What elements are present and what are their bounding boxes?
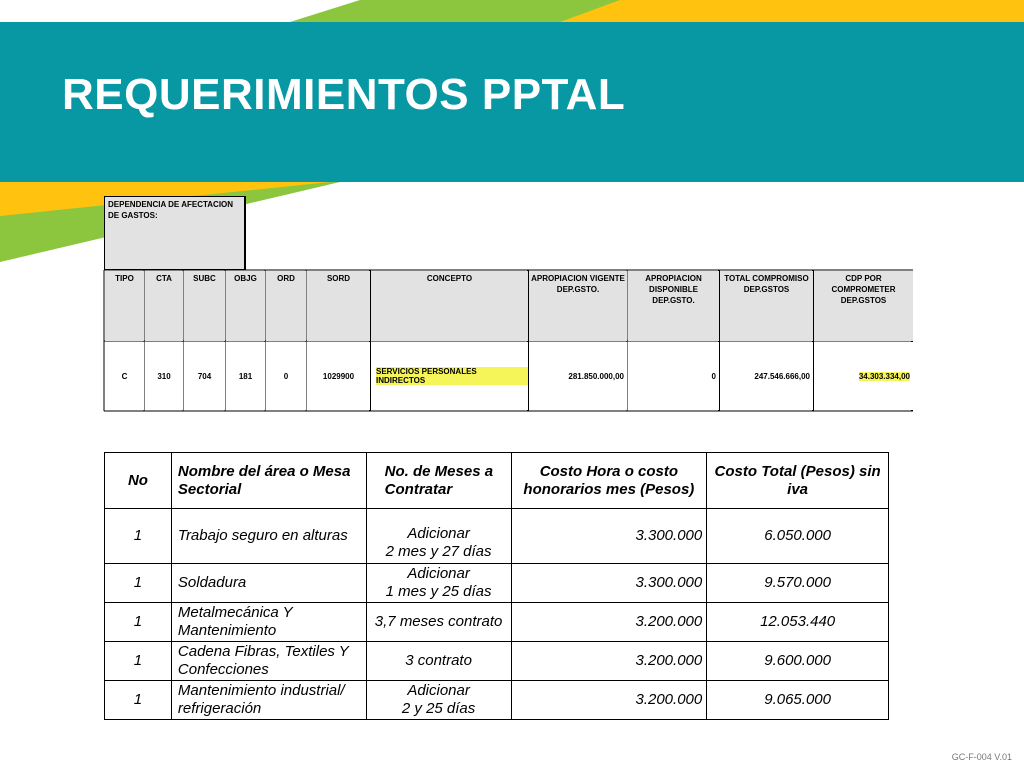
cell-months: Adicionar 2 mes y 27 días [366,509,511,564]
budget-cell-subc [184,342,225,410]
budget-header-cdp-por-comprometer: CDP POR COMPROMETER DEP.GSTOS [814,271,913,341]
cell-months: 3 contrato [366,642,511,681]
table-row [105,681,889,720]
page-title: REQUERIMIENTOS PPTAL [62,70,626,119]
cell-hourly: 3.300.000 [511,509,707,564]
table-row [105,564,889,603]
budget-cell-ord [266,342,306,410]
budget-value: 281.850.000,00 [568,371,624,381]
budget-header-tipo: TIPO [105,271,144,341]
budget-cell-apropiacion-disponible [628,342,719,410]
dependencia-label: DEPENDENCIA DE AFECTACION DE GASTOS: [104,196,246,270]
header-total: Costo Total (Pesos) sin iva [707,453,889,509]
budget-value: 181 [238,371,253,381]
budget-value: 0 [283,371,289,381]
budget-cell-cdp-por-comprometer [814,342,913,410]
cell-name: Cadena Fibras, Textiles Y Confecciones [171,642,366,681]
cell-no: 1 [105,642,172,681]
budget-header-sord: SORD [307,271,370,341]
requirements-table [104,452,889,720]
header-name: Nombre del área o Mesa Sectorial [171,453,366,509]
budget-header-apropiacion-vigente: APROPIACION VIGENTE DEP.GSTO. [529,271,627,341]
cell-total: 9.570.000 [707,564,889,603]
cell-name: Metalmecánica Y Mantenimiento [171,603,366,642]
footer-code: GC-F-004 V.01 [951,752,1012,762]
cell-hourly: 3.200.000 [511,642,707,681]
cell-months: 3,7 meses contrato [366,603,511,642]
header-months: No. de Meses a Contratar [366,453,511,509]
cell-no: 1 [105,564,172,603]
cell-hourly: 3.300.000 [511,564,707,603]
cell-total: 9.065.000 [707,681,889,720]
cell-no: 1 [105,681,172,720]
cell-total: 9.600.000 [707,642,889,681]
budget-value: SERVICIOS PERSONALES INDIRECTOS [376,367,528,385]
budget-cell-concepto [371,342,528,410]
cell-total: 12.053.440 [707,603,889,642]
budget-header-subc: SUBC [184,271,225,341]
budget-header-ord: ORD [266,271,306,341]
cell-hourly: 3.200.000 [511,681,707,720]
cell-name: Trabajo seguro en alturas [171,509,366,564]
budget-value: 34.303.334,00 [858,371,910,381]
table-row [105,603,889,642]
budget-header-cta: CTA [145,271,183,341]
header-hourly: Costo Hora o costo honorarios mes (Pesos) [511,453,707,509]
budget-header-apropiacion-disponible: APROPIACION DISPONIBLE DEP.GSTO. [628,271,719,341]
budget-value: 1029900 [322,371,355,381]
table-row [105,509,889,564]
budget-value: 0 [711,371,716,381]
budget-header-total-compromiso: TOTAL COMPROMISO DEP.GSTOS [720,271,813,341]
table-header-row [105,453,889,509]
budget-cell-tipo [105,342,144,410]
budget-value: 247.546.666,00 [754,371,810,381]
budget-cell-sord [307,342,370,410]
cell-months: Adicionar 1 mes y 25 días [366,564,511,603]
budget-header-concepto: CONCEPTO [371,271,528,341]
budget-value: C [121,371,128,381]
cell-months: Adicionar 2 y 25 días [366,681,511,720]
cell-name: Mantenimiento industrial/ refrigeración [171,681,366,720]
budget-value: 310 [157,371,171,381]
cell-total: 6.050.000 [707,509,889,564]
cell-name: Soldadura [171,564,366,603]
budget-cell-cta [145,342,183,410]
budget-cell-total-compromiso [720,342,813,410]
budget-value: 704 [197,371,212,381]
budget-cell-apropiacion-vigente [529,342,627,410]
budget-header-objg: OBJG [226,271,265,341]
cell-no: 1 [105,603,172,642]
cell-no: 1 [105,509,172,564]
budget-cell-objg [226,342,265,410]
header-no: No [105,453,172,509]
cell-hourly: 3.200.000 [511,603,707,642]
table-row [105,642,889,681]
